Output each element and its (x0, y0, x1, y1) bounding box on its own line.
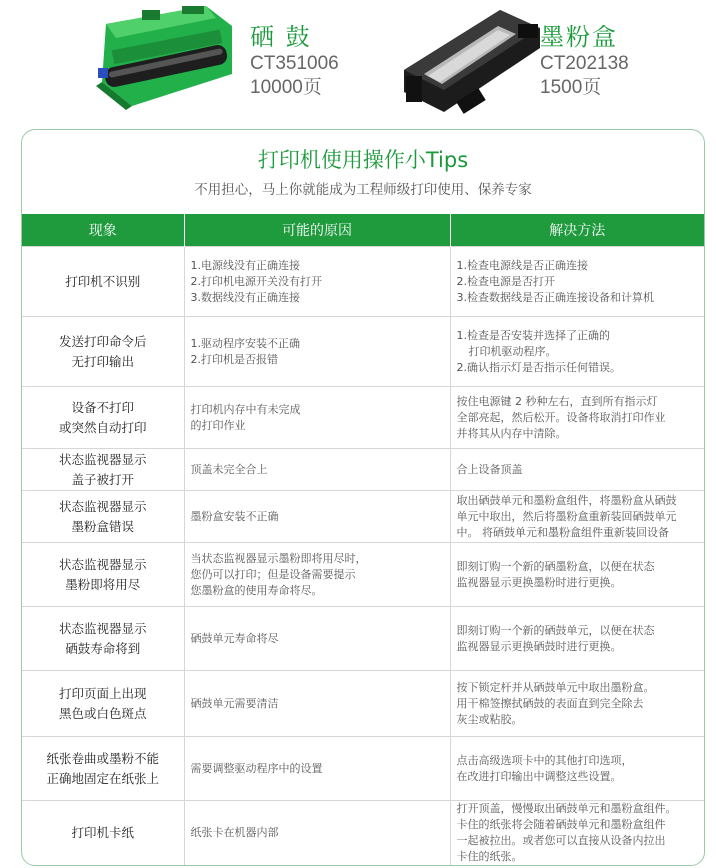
cause-cell (184, 317, 450, 387)
drum-info (250, 22, 339, 100)
cause-cell (184, 543, 450, 607)
solution-text: 按住电源键 2 秒种左右，直到所有指示灯 (456, 394, 658, 408)
symptom-text: 状态监视器显示 (58, 498, 147, 514)
solution-text: 中。 将硒鼓单元和墨粉盒组件重新装回设备 (456, 525, 669, 539)
table-row (22, 317, 704, 387)
solution-cell (450, 607, 704, 671)
cause-text: 墨粉盒安装不正确 (190, 509, 279, 523)
toner-info (540, 22, 629, 100)
product-toner (360, 0, 716, 128)
symptom-cell (22, 737, 184, 801)
drum-unit-image (86, 4, 236, 112)
solution-text: 卡住的纸张。 (456, 850, 523, 863)
cause-text: 当状态监视器显示墨粉即将用尽时， (190, 551, 367, 565)
cause-text: 2.打印机电源开关没有打开 (190, 274, 322, 288)
solution-text: 单元中取出，然后将墨粉盒重新装回硒鼓单元 (456, 509, 677, 523)
symptom-cell (22, 317, 184, 387)
symptom-cell (22, 607, 184, 671)
toner-name: 墨粉盒 (540, 23, 618, 51)
table-row (22, 607, 704, 671)
symptom-text: 墨粉盒错误 (71, 518, 134, 534)
cause-text: 您墨粉盒的使用寿命将尽。 (190, 583, 323, 597)
solution-text: 即刻订购一个新的硒墨粉盒，以便在状态 (456, 559, 655, 573)
solution-cell (450, 387, 704, 449)
cause-text: 顶盖未完全合上 (190, 462, 268, 476)
symptom-text: 盖子被打开 (71, 471, 134, 487)
symptom-text: 状态监视器显示 (58, 620, 147, 636)
cause-text: 硒鼓单元需要清洁 (190, 696, 279, 710)
solution-text: 全部亮起，然后松开。设备将取消打印作业 (456, 410, 666, 424)
symptom-cell (22, 247, 184, 317)
header-solution: 解决方法 (450, 214, 704, 247)
solution-cell (450, 737, 704, 801)
header-symptom: 现象 (22, 214, 184, 247)
solution-text: 1.检查电源线是否正确连接 (456, 258, 588, 272)
solution-text: 在改进打印输出中调整这些设置。 (456, 769, 622, 783)
solution-text: 按下锁定杆并从硒鼓单元中取出墨粉盒。 (456, 680, 655, 694)
drum-yield: 10000页 (250, 77, 322, 98)
symptom-cell (22, 801, 184, 866)
product-drum (0, 0, 360, 128)
tips-card (21, 129, 705, 866)
toner-cartridge-image (398, 4, 548, 120)
table-row (22, 491, 704, 543)
toner-yield: 1500页 (540, 77, 602, 98)
solution-text: 3.检查数据线是否正确连接设备和计算机 (456, 290, 654, 304)
table-row (22, 671, 704, 737)
solution-text: 打印机驱动程序。 (468, 344, 557, 358)
cause-cell (184, 387, 450, 449)
symptom-text: 墨粉即将用尽 (65, 576, 141, 592)
symptom-text: 无打印输出 (71, 353, 134, 369)
card-title: 打印机使用操作小Tips (257, 148, 469, 172)
symptom-text: 状态监视器显示 (58, 451, 147, 467)
solution-cell (450, 543, 704, 607)
solution-text: 点击高级选项卡中的其他打印选项， (456, 753, 633, 767)
cause-text: 的打印作业 (190, 418, 246, 432)
toner-model: CT202138 (540, 53, 629, 74)
drum-model: CT351006 (250, 53, 339, 74)
solution-text: 2.检查电源是否打开 (456, 274, 555, 288)
solution-cell (450, 317, 704, 387)
cause-cell (184, 671, 450, 737)
table-row (22, 543, 704, 607)
symptom-text: 发送打印命令后 (58, 333, 147, 349)
symptom-cell (22, 543, 184, 607)
header-cause: 可能的原因 (184, 214, 450, 247)
product-banner (0, 0, 716, 128)
symptom-cell (22, 449, 184, 491)
solution-cell (450, 491, 704, 543)
cause-cell (184, 449, 450, 491)
cause-cell (184, 247, 450, 317)
solution-text: 即刻订购一个新的硒鼓单元，以便在状态 (456, 623, 655, 637)
symptom-cell (22, 387, 184, 449)
solution-text: 打开顶盖，慢慢取出硒鼓单元和墨粉盒组件。 (456, 802, 677, 815)
solution-text: 1.检查是否安装并选择了正确的 (456, 328, 610, 342)
table-header-row (22, 214, 704, 247)
table-row (22, 449, 704, 491)
solution-text: 合上设备顶盖 (456, 462, 523, 476)
solution-text: 监视器显示更换硒鼓时进行更换。 (456, 639, 622, 653)
cause-cell (184, 491, 450, 543)
symptom-cell (22, 491, 184, 543)
symptom-text: 硒鼓寿命将到 (65, 640, 141, 656)
cause-cell (184, 737, 450, 801)
symptom-text: 纸张卷曲或墨粉不能 (46, 750, 159, 766)
troubleshooting-table (22, 214, 704, 865)
cause-text: 1.驱动程序安装不正确 (190, 336, 300, 350)
solution-text: 灰尘或粘胶。 (456, 712, 523, 726)
cause-text: 硒鼓单元寿命将尽 (190, 631, 279, 645)
cause-text: 您仍可以打印；但是设备需要提示 (190, 567, 356, 581)
cause-text: 纸张卡在机器内部 (190, 826, 279, 839)
cause-text: 3.数据线没有正确连接 (190, 290, 300, 304)
solution-text: 卡住的纸张将会随着硒鼓单元和墨粉盒组件 (456, 818, 666, 831)
symptom-text: 黑色或白色斑点 (58, 705, 147, 721)
symptom-text: 打印页面上出现 (58, 685, 147, 701)
table-row (22, 247, 704, 317)
cause-text: 1.电源线没有正确连接 (190, 258, 300, 272)
cause-cell (184, 801, 450, 866)
symptom-text: 或突然自动打印 (58, 419, 147, 435)
solution-text: 取出硒鼓单元和墨粉盒组件，将墨粉盒从硒鼓 (456, 493, 677, 507)
solution-text: 并将其从内存中清除。 (456, 426, 567, 440)
table-row (22, 737, 704, 801)
solution-text: 2.确认指示灯是否指示任何错误。 (456, 360, 621, 374)
table-row (22, 801, 704, 866)
symptom-text: 正确地固定在纸张上 (46, 770, 159, 786)
table-row (22, 387, 704, 449)
card-subtitle: 不用担心，马上你就能成为工程师级打印使用、保养专家 (194, 182, 532, 198)
solution-text: 用干棉签擦拭硒鼓的表面直到完全除去 (456, 696, 644, 710)
solution-cell (450, 801, 704, 866)
symptom-cell (22, 671, 184, 737)
solution-cell (450, 671, 704, 737)
symptom-text: 打印机不识别 (65, 273, 141, 289)
solution-text: 一起被拉出。或者您可以直接从设备内拉出 (456, 834, 666, 847)
cause-text: 打印机内存中有未完成 (190, 402, 301, 416)
cause-text: 需要调整驱动程序中的设置 (190, 761, 323, 775)
symptom-text: 设备不打印 (71, 399, 134, 415)
solution-text: 监视器显示更换墨粉时进行更换。 (456, 575, 622, 589)
solution-cell (450, 449, 704, 491)
cause-cell (184, 607, 450, 671)
symptom-text: 状态监视器显示 (58, 556, 147, 572)
drum-name: 硒 鼓 (250, 23, 312, 51)
solution-cell (450, 247, 704, 317)
cause-text: 2.打印机是否报错 (190, 352, 278, 366)
symptom-text: 打印机卡纸 (71, 825, 134, 840)
